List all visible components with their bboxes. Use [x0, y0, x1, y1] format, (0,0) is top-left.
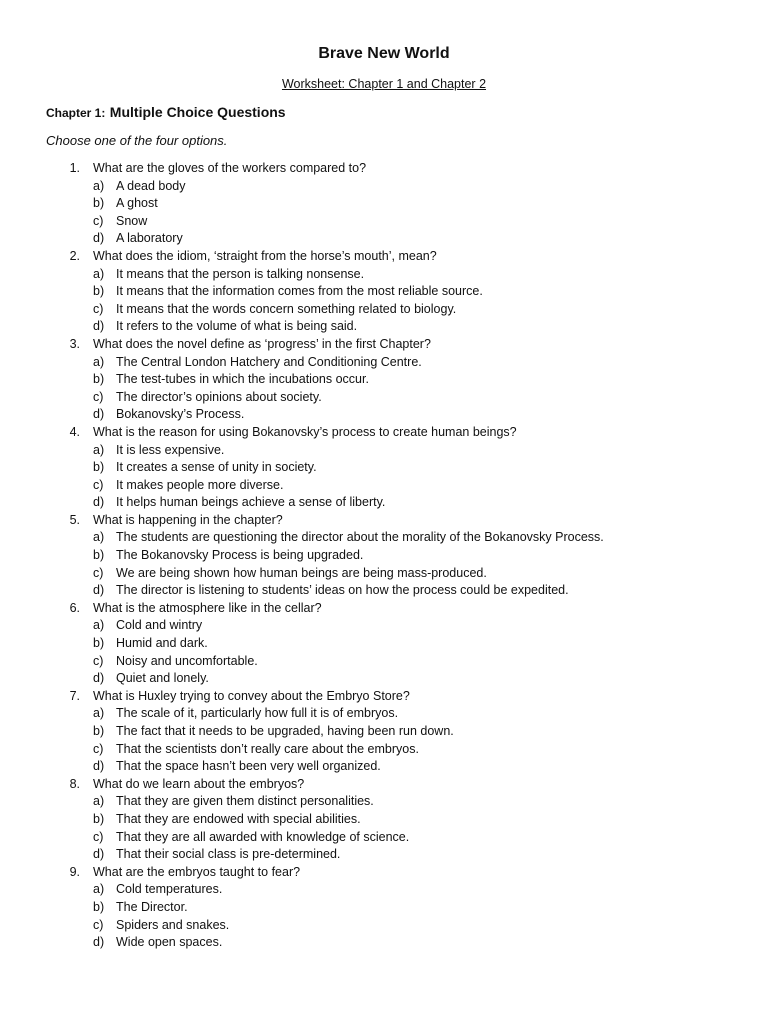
question-item	[0, 864, 768, 882]
option-text: The Director.	[116, 899, 188, 914]
option-letter: d)	[93, 583, 105, 598]
answer-option	[0, 266, 768, 284]
answer-option	[0, 811, 768, 829]
option-letter: d)	[93, 671, 105, 686]
answer-option	[0, 565, 768, 583]
option-text: That they are all awarded with knowledge of science.	[116, 829, 410, 844]
option-text: Cold temperatures.	[116, 882, 223, 897]
question-number: 4.	[69, 424, 80, 439]
answer-option	[0, 213, 768, 231]
option-letter: c)	[93, 213, 104, 228]
option-text: It helps human beings achieve a sense of liberty.	[116, 495, 386, 510]
answer-option	[0, 653, 768, 671]
option-letter: b)	[93, 636, 105, 651]
option-text: The Bokanovsky Process is being upgraded.	[116, 548, 364, 563]
answer-option	[0, 230, 768, 248]
option-letter: a)	[93, 618, 105, 633]
option-letter: a)	[93, 706, 105, 721]
answer-option	[0, 723, 768, 741]
option-letter: b)	[93, 811, 105, 826]
option-text: It refers to the volume of what is being said.	[116, 319, 358, 334]
option-letter: c)	[93, 917, 104, 932]
option-letter: b)	[93, 372, 105, 387]
option-text: That they are given them distinct personalities.	[116, 794, 374, 809]
answer-option	[0, 389, 768, 407]
answer-option	[0, 793, 768, 811]
option-letter: a)	[93, 178, 105, 193]
answer-option	[0, 318, 768, 336]
answer-option	[0, 881, 768, 899]
option-letter: b)	[93, 899, 105, 914]
answer-option	[0, 406, 768, 424]
question-text: What does the idiom, ‘straight from the horse’s mouth’, mean?	[93, 248, 437, 263]
section-prefix: Chapter 1:	[46, 106, 106, 120]
question-text: What is the atmosphere like in the cellar?	[93, 600, 322, 615]
option-text: Noisy and uncomfortable.	[116, 653, 258, 668]
option-text: The test-tubes in which the incubations occur.	[116, 372, 369, 387]
option-letter: d)	[93, 935, 105, 950]
option-text: We are being shown how human beings are being mass-produced.	[116, 565, 487, 580]
question-text: What are the embryos taught to fear?	[93, 864, 301, 879]
question-number: 8.	[69, 776, 80, 791]
question-number: 1.	[69, 161, 80, 175]
question-item	[0, 248, 768, 266]
option-letter: d)	[93, 407, 105, 422]
option-text: That their social class is pre-determined.	[116, 847, 341, 862]
option-text: Quiet and lonely.	[116, 671, 209, 686]
answer-option	[0, 459, 768, 477]
option-letter: c)	[93, 653, 104, 668]
question-item	[0, 688, 768, 706]
answer-option	[0, 917, 768, 935]
answer-option	[0, 442, 768, 460]
option-text: Humid and dark.	[116, 636, 208, 651]
option-letter: a)	[93, 266, 105, 281]
answer-option	[0, 371, 768, 389]
option-letter: c)	[93, 565, 104, 580]
answer-option	[0, 617, 768, 635]
answer-option	[0, 741, 768, 759]
option-letter: a)	[93, 530, 105, 545]
option-text: The scale of it, particularly how full it is of embryos.	[116, 706, 399, 721]
option-letter: b)	[93, 460, 105, 475]
option-letter: c)	[93, 829, 104, 844]
question-number: 5.	[69, 512, 80, 527]
answer-option	[0, 529, 768, 547]
question-item	[0, 424, 768, 442]
option-text: It means that the information comes from the most reliable source.	[116, 284, 483, 299]
option-text: A ghost	[116, 196, 158, 211]
answer-option	[0, 195, 768, 213]
option-letter: d)	[93, 319, 105, 334]
option-letter: b)	[93, 284, 105, 299]
option-text: It means that the person is talking nonsense.	[116, 266, 365, 281]
option-text: Spiders and snakes.	[116, 917, 230, 932]
option-letter: a)	[93, 442, 105, 457]
section-heading	[46, 103, 286, 122]
answer-option	[0, 283, 768, 301]
question-text: What is the reason for using Bokanovsky’s process to create human beings?	[93, 424, 517, 439]
option-letter: c)	[93, 741, 104, 756]
option-text: The director is listening to students’ ideas on how the process could be expedited.	[116, 583, 569, 598]
answer-option	[0, 899, 768, 917]
option-letter: b)	[93, 548, 105, 563]
answer-option	[0, 934, 768, 952]
answer-option	[0, 494, 768, 512]
section-title: Multiple Choice Questions	[109, 104, 286, 120]
question-text: What does the novel define as ‘progress’ in the first Chapter?	[93, 336, 431, 351]
option-letter: a)	[93, 882, 105, 897]
question-list	[0, 160, 768, 952]
option-text: A laboratory	[116, 231, 183, 246]
option-text: That they are endowed with special abilities.	[116, 811, 361, 826]
option-letter: d)	[93, 231, 105, 246]
option-text: It creates a sense of unity in society.	[116, 460, 317, 475]
document-title: Brave New World	[318, 45, 450, 62]
option-text: Wide open spaces.	[116, 935, 223, 950]
answer-option	[0, 301, 768, 319]
question-text: What is happening in the chapter?	[93, 512, 283, 527]
option-text: Bokanovsky’s Process.	[116, 407, 245, 422]
option-letter: a)	[93, 794, 105, 809]
question-number: 2.	[69, 248, 80, 263]
answer-option	[0, 354, 768, 372]
option-text: It makes people more diverse.	[116, 477, 284, 492]
question-item	[0, 512, 768, 530]
option-letter: c)	[93, 301, 104, 316]
option-text: A dead body	[116, 178, 186, 193]
answer-option	[0, 547, 768, 565]
question-item	[0, 336, 768, 354]
option-text: That the scientists don’t really care about the embryos.	[116, 741, 419, 756]
answer-option	[0, 582, 768, 600]
question-item	[0, 776, 768, 794]
answer-option	[0, 178, 768, 196]
option-text: The Central London Hatchery and Conditioning Centre.	[116, 354, 422, 369]
option-text: The fact that it needs to be upgraded, having been run down.	[116, 724, 454, 738]
option-text: It is less expensive.	[116, 442, 225, 457]
question-item	[0, 600, 768, 618]
question-text: What do we learn about the embryos?	[93, 776, 305, 791]
answer-option	[0, 758, 768, 776]
option-letter: b)	[93, 196, 105, 211]
option-letter: c)	[93, 477, 104, 492]
answer-option	[0, 705, 768, 723]
question-number: 9.	[69, 864, 80, 879]
answer-option	[0, 846, 768, 864]
option-text: Cold and wintry	[116, 618, 203, 633]
question-text: What are the gloves of the workers compared to?	[93, 161, 367, 175]
answer-option	[0, 477, 768, 495]
option-letter: c)	[93, 389, 104, 404]
option-letter: b)	[93, 724, 105, 738]
option-text: It means that the words concern something related to biology.	[116, 301, 457, 316]
question-number: 6.	[69, 600, 80, 615]
option-letter: a)	[93, 354, 105, 369]
question-text: What is Huxley trying to convey about the Embryo Store?	[93, 688, 410, 703]
document-subtitle: Worksheet: Chapter 1 and Chapter 2	[281, 77, 487, 91]
instructions: Choose one of the four options.	[46, 133, 228, 148]
option-text: That the space hasn’t been very well organized.	[116, 759, 381, 774]
question-number: 7.	[69, 688, 80, 703]
answer-option	[0, 635, 768, 653]
option-text: Snow	[116, 213, 148, 228]
question-item	[0, 160, 768, 178]
question-number: 3.	[69, 336, 80, 351]
answer-option	[0, 670, 768, 688]
option-text: The students are questioning the director about the morality of the Bokanovsky Process.	[116, 530, 604, 545]
option-letter: d)	[93, 759, 105, 774]
option-letter: d)	[93, 495, 105, 510]
option-text: The director’s opinions about society.	[116, 389, 322, 404]
answer-option	[0, 829, 768, 847]
option-letter: d)	[93, 847, 105, 862]
